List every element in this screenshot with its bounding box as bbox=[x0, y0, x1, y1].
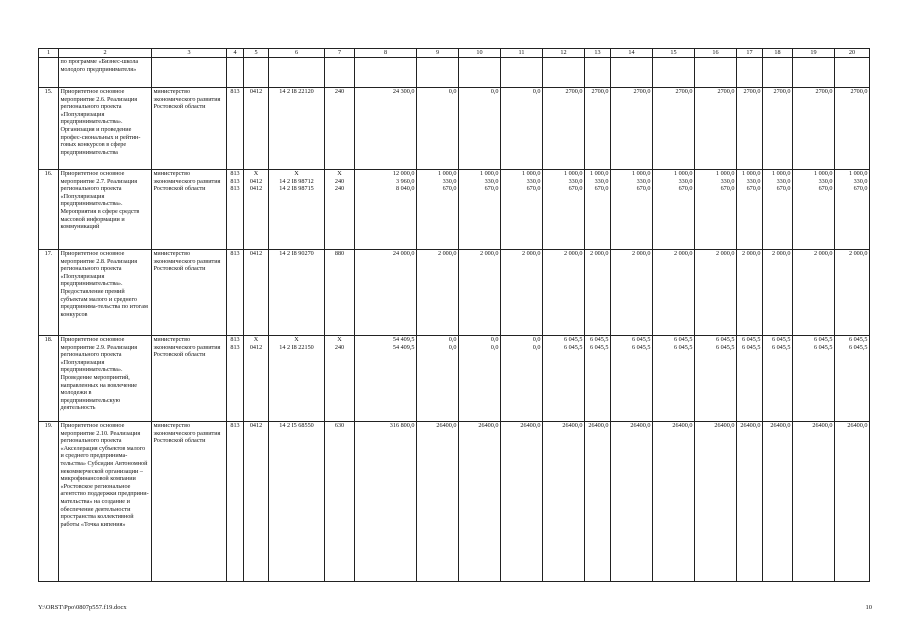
value-line: 2 000,0 bbox=[437, 250, 457, 257]
value-line: 2700,0 bbox=[717, 88, 735, 95]
measure-name: Приоритетное основное мероприятие 2.6. Реализация регионального проекта «Популяризация предпринимательства». Организация и проведение профес-сиональных и рейтин-говых конкурсов в сфере предпринимательства bbox=[59, 88, 152, 170]
value-line: 6 045,5 bbox=[741, 343, 761, 351]
value-line: Х bbox=[253, 336, 259, 343]
col-number: 4 bbox=[227, 49, 244, 58]
value-line: 1 000,0 bbox=[813, 170, 833, 177]
value-line: 0412 bbox=[249, 343, 263, 351]
value-cell bbox=[653, 88, 695, 170]
value-line: 6 045,5 bbox=[631, 343, 651, 351]
value-line: 670,0 bbox=[484, 185, 499, 193]
value-line: 330,0 bbox=[776, 177, 791, 185]
value-cell bbox=[543, 336, 585, 422]
value-cell bbox=[543, 88, 585, 170]
value-line: 240 bbox=[334, 185, 345, 193]
executor: министерство экономического развития Ростовской области bbox=[152, 336, 227, 422]
col-number: 18 bbox=[763, 49, 793, 58]
col-number: 3 bbox=[152, 49, 227, 58]
value-line: 26400,0 bbox=[588, 422, 609, 429]
value-line: 26400,0 bbox=[630, 422, 651, 429]
value-line: 0,0 bbox=[448, 343, 457, 351]
value-line: 1 000,0 bbox=[715, 170, 735, 177]
value-cell bbox=[227, 336, 244, 422]
executor: министерство экономического развития Ростовской области bbox=[152, 170, 227, 250]
value-cell bbox=[543, 422, 585, 582]
value-cell bbox=[325, 336, 355, 422]
row-number: 17. bbox=[39, 250, 59, 336]
value-cell bbox=[585, 422, 611, 582]
value-cell bbox=[543, 170, 585, 250]
page-number: 10 bbox=[865, 604, 872, 611]
value-line: 14 2 I8 90270 bbox=[279, 250, 314, 257]
value-cell bbox=[501, 88, 543, 170]
value-line: 813 bbox=[230, 343, 240, 351]
value-line: 2 000,0 bbox=[479, 250, 499, 257]
value-line: 240 bbox=[334, 343, 345, 351]
value-line: 2700,0 bbox=[773, 88, 791, 95]
value-line: 6 045,5 bbox=[563, 343, 583, 351]
measure-row bbox=[39, 88, 870, 170]
value-cell bbox=[793, 336, 835, 422]
value-line: 0412 bbox=[249, 422, 263, 429]
value-cell bbox=[763, 88, 793, 170]
col-number: 19 bbox=[793, 49, 835, 58]
value-line: 1 000,0 bbox=[479, 170, 499, 177]
value-line: 1 000,0 bbox=[631, 170, 651, 177]
value-cell bbox=[585, 250, 611, 336]
value-line: 670,0 bbox=[853, 185, 868, 193]
value-cell bbox=[227, 88, 244, 170]
value-line: 240 bbox=[334, 88, 345, 95]
value-cell bbox=[653, 336, 695, 422]
value-line: 6 045,5 bbox=[589, 343, 609, 351]
value-line: 1 000,0 bbox=[437, 170, 457, 177]
value-line: 6 045,5 bbox=[771, 336, 791, 343]
value-line: 2700,0 bbox=[850, 88, 868, 95]
value-cell bbox=[244, 250, 269, 336]
measure-row bbox=[39, 170, 870, 250]
value-cell bbox=[585, 88, 611, 170]
value-cell bbox=[355, 422, 417, 582]
measure-row bbox=[39, 422, 870, 582]
value-cell bbox=[417, 336, 459, 422]
measure-row bbox=[39, 250, 870, 336]
measure-name: Приоритетное основное мероприятие 2.10. Реализация регионального проекта «Акселерация субъектов малого и среднего предпринима-тельства» Субсидия Автономной некоммерческой организации – микрофинансовой компании «Ростовское региональное агентство поддержки предприни-мательства» на создание и обеспечение деятельности пространства коллективной работы «Точка кипения» bbox=[59, 422, 152, 582]
value-line: 2700,0 bbox=[675, 88, 693, 95]
col-number: 20 bbox=[835, 49, 870, 58]
value-line: 0412 bbox=[249, 250, 263, 257]
value-cell bbox=[325, 422, 355, 582]
col-number: 17 bbox=[737, 49, 763, 58]
measure-name: Приоритетное основное мероприятие 2.9. Реализация регионального проекта «Популяризация предпринимательства». Проведение мероприятий, направленных на вовлечение молодежи в предпринимательскую деятельность bbox=[59, 336, 152, 422]
value-line: 14 2 I8 98715 bbox=[279, 185, 314, 193]
value-cell bbox=[459, 88, 501, 170]
value-line: 12 000,0 bbox=[392, 170, 415, 177]
value-line: 0,0 bbox=[490, 336, 499, 343]
value-cell bbox=[737, 88, 763, 170]
value-line: 6 045,5 bbox=[631, 336, 651, 343]
value-line: 14 2 I8 98712 bbox=[279, 177, 314, 185]
value-line: 880 bbox=[334, 250, 345, 257]
value-line: 330,0 bbox=[746, 177, 761, 185]
value-line: 8 040,0 bbox=[395, 185, 415, 193]
value-cell bbox=[737, 422, 763, 582]
value-cell bbox=[269, 88, 325, 170]
value-line: 14 2 I5 68550 bbox=[279, 422, 314, 429]
value-line: 0,0 bbox=[448, 88, 457, 95]
value-cell bbox=[763, 422, 793, 582]
col-number: 16 bbox=[695, 49, 737, 58]
value-cell bbox=[835, 336, 870, 422]
value-line: 670,0 bbox=[746, 185, 761, 193]
value-line: 2 000,0 bbox=[771, 250, 791, 257]
value-cell bbox=[793, 170, 835, 250]
value-line: 240 bbox=[334, 177, 345, 185]
value-cell bbox=[793, 250, 835, 336]
value-line: 2 000,0 bbox=[589, 250, 609, 257]
value-line: 0,0 bbox=[490, 88, 499, 95]
value-cell bbox=[325, 250, 355, 336]
value-line: 0,0 bbox=[532, 343, 541, 351]
value-line: 6 045,5 bbox=[715, 343, 735, 351]
value-line: 26400,0 bbox=[562, 422, 583, 429]
value-cell bbox=[325, 88, 355, 170]
value-line: 2700,0 bbox=[591, 88, 609, 95]
value-line: 2 000,0 bbox=[741, 250, 761, 257]
value-line: 330,0 bbox=[853, 177, 868, 185]
value-cell bbox=[653, 422, 695, 582]
value-line: 2700,0 bbox=[633, 88, 651, 95]
value-cell bbox=[737, 170, 763, 250]
value-line: 2700,0 bbox=[815, 88, 833, 95]
value-line: 670,0 bbox=[526, 185, 541, 193]
col-number: 10 bbox=[459, 49, 501, 58]
value-line: 330,0 bbox=[484, 177, 499, 185]
value-line: 2 000,0 bbox=[673, 250, 693, 257]
executor: министерство экономического развития Ростовской области bbox=[152, 88, 227, 170]
value-line: 3 960,0 bbox=[395, 177, 415, 185]
value-line: 6 045,5 bbox=[715, 336, 735, 343]
continuation-row bbox=[39, 58, 870, 88]
value-cell bbox=[585, 336, 611, 422]
measure-row bbox=[39, 336, 870, 422]
value-line: 6 045,5 bbox=[848, 336, 868, 343]
executor: министерство экономического развития Ростовской области bbox=[152, 250, 227, 336]
value-line: 0412 bbox=[249, 185, 263, 193]
value-line: 670,0 bbox=[594, 185, 609, 193]
value-line: 2 000,0 bbox=[563, 250, 583, 257]
value-line: Х bbox=[253, 170, 259, 177]
value-line: Х bbox=[294, 336, 299, 343]
value-line: 0412 bbox=[249, 177, 263, 185]
value-line: 0,0 bbox=[490, 343, 499, 351]
value-line: 54 409,5 bbox=[392, 343, 415, 351]
value-line: 6 045,5 bbox=[813, 343, 833, 351]
value-line: 330,0 bbox=[720, 177, 735, 185]
value-cell bbox=[543, 250, 585, 336]
value-cell bbox=[835, 170, 870, 250]
value-cell bbox=[244, 170, 269, 250]
value-line: 26400,0 bbox=[520, 422, 541, 429]
value-cell bbox=[227, 170, 244, 250]
col-number: 6 bbox=[269, 49, 325, 58]
column-number-row bbox=[39, 49, 870, 58]
col-number: 15 bbox=[653, 49, 695, 58]
measure-name: Приоритетное основное мероприятие 2.7. Реализация регионального проекта «Популяризация предпринимательства». Мероприятия в сфере средств массовой информации и коммуникаций bbox=[59, 170, 152, 250]
value-cell bbox=[355, 88, 417, 170]
value-line: 0,0 bbox=[448, 336, 457, 343]
value-cell bbox=[501, 422, 543, 582]
value-cell bbox=[835, 422, 870, 582]
measure-name: Приоритетное основное мероприятие 2.8. Реализация регионального проекта «Популяризация предпринимательства». Предоставление премий субъектам малого и среднего предпринима-тельства по итогам конкурсов bbox=[59, 250, 152, 336]
value-line: 26400,0 bbox=[740, 422, 761, 429]
value-line: 670,0 bbox=[818, 185, 833, 193]
value-line: 54 409,5 bbox=[392, 336, 415, 343]
value-cell bbox=[269, 170, 325, 250]
document-page bbox=[38, 48, 870, 582]
value-cell bbox=[459, 336, 501, 422]
col-number: 13 bbox=[585, 49, 611, 58]
value-cell bbox=[695, 422, 737, 582]
value-cell bbox=[269, 422, 325, 582]
value-line: 2700,0 bbox=[743, 88, 761, 95]
budget-table bbox=[38, 48, 870, 582]
value-cell bbox=[501, 336, 543, 422]
value-cell bbox=[244, 422, 269, 582]
value-line: 6 045,5 bbox=[673, 336, 693, 343]
value-cell bbox=[763, 336, 793, 422]
value-cell bbox=[695, 250, 737, 336]
file-path: Y:\ORST\Ppo\0807p557.f19.docx bbox=[38, 604, 127, 611]
value-line: 330,0 bbox=[526, 177, 541, 185]
value-cell bbox=[653, 250, 695, 336]
value-cell bbox=[611, 88, 653, 170]
value-line: 6 045,5 bbox=[563, 336, 583, 343]
value-line: 1 000,0 bbox=[563, 170, 583, 177]
value-line: 1 000,0 bbox=[589, 170, 609, 177]
value-cell bbox=[459, 250, 501, 336]
col-number: 9 bbox=[417, 49, 459, 58]
value-cell bbox=[501, 170, 543, 250]
value-cell bbox=[835, 88, 870, 170]
value-cell bbox=[763, 170, 793, 250]
value-line: 24 300,0 bbox=[392, 88, 415, 95]
value-line: 2 000,0 bbox=[813, 250, 833, 257]
value-line: 670,0 bbox=[568, 185, 583, 193]
value-line: 2 000,0 bbox=[848, 250, 868, 257]
value-cell bbox=[611, 170, 653, 250]
value-line: 0412 bbox=[249, 88, 263, 95]
value-cell bbox=[355, 250, 417, 336]
value-cell bbox=[737, 250, 763, 336]
value-line: 316 800,0 bbox=[389, 422, 415, 429]
value-line: 26400,0 bbox=[714, 422, 735, 429]
value-cell bbox=[835, 250, 870, 336]
value-cell bbox=[417, 250, 459, 336]
continuation-text: по программе «Бизнес-школа молодого предпринимателя» bbox=[59, 58, 152, 88]
value-line: 6 045,5 bbox=[673, 343, 693, 351]
value-cell bbox=[417, 170, 459, 250]
executor: министерство экономического развития Ростовской области bbox=[152, 422, 227, 582]
value-line: 1 000,0 bbox=[521, 170, 541, 177]
col-number: 7 bbox=[325, 49, 355, 58]
value-line: 1 000,0 bbox=[848, 170, 868, 177]
value-line: 6 045,5 bbox=[741, 336, 761, 343]
value-cell bbox=[585, 170, 611, 250]
value-cell bbox=[355, 170, 417, 250]
value-cell bbox=[611, 422, 653, 582]
value-cell bbox=[355, 336, 417, 422]
col-number: 12 bbox=[543, 49, 585, 58]
value-line: 813 bbox=[230, 177, 240, 185]
value-cell bbox=[763, 250, 793, 336]
value-cell bbox=[793, 422, 835, 582]
value-line: 813 bbox=[230, 422, 240, 429]
value-line: 813 bbox=[230, 336, 240, 343]
col-number: 14 bbox=[611, 49, 653, 58]
value-line: 813 bbox=[230, 88, 240, 95]
value-cell bbox=[611, 336, 653, 422]
value-line: 6 045,5 bbox=[848, 343, 868, 351]
value-cell bbox=[417, 422, 459, 582]
value-line: 26400,0 bbox=[812, 422, 833, 429]
value-line: 26400,0 bbox=[770, 422, 791, 429]
value-line: 330,0 bbox=[636, 177, 651, 185]
value-line: 14 2 I8 22150 bbox=[279, 343, 314, 351]
value-line: 330,0 bbox=[568, 177, 583, 185]
col-number: 8 bbox=[355, 49, 417, 58]
row-number: 16. bbox=[39, 170, 59, 250]
value-cell bbox=[244, 88, 269, 170]
value-cell bbox=[695, 170, 737, 250]
value-line: 813 bbox=[230, 170, 240, 177]
value-line: 670,0 bbox=[442, 185, 457, 193]
value-line: 813 bbox=[230, 250, 240, 257]
col-number: 11 bbox=[501, 49, 543, 58]
value-line: 0,0 bbox=[532, 336, 541, 343]
value-line: 0,0 bbox=[532, 88, 541, 95]
value-line: Х bbox=[294, 170, 299, 177]
value-cell bbox=[501, 250, 543, 336]
value-line: 26400,0 bbox=[847, 422, 868, 429]
row-number: 19. bbox=[39, 422, 59, 582]
value-cell bbox=[459, 422, 501, 582]
value-cell bbox=[611, 250, 653, 336]
col-number: 2 bbox=[59, 49, 152, 58]
value-cell bbox=[695, 88, 737, 170]
value-cell bbox=[695, 336, 737, 422]
value-line: 1 000,0 bbox=[673, 170, 693, 177]
value-line: 2 000,0 bbox=[631, 250, 651, 257]
row-number: 18. bbox=[39, 336, 59, 422]
value-cell bbox=[459, 170, 501, 250]
value-line: 26400,0 bbox=[478, 422, 499, 429]
value-line: 670,0 bbox=[636, 185, 651, 193]
value-cell bbox=[737, 336, 763, 422]
value-line: 813 bbox=[230, 185, 240, 193]
value-line: 14 2 I8 22120 bbox=[279, 88, 314, 95]
value-line: 6 045,5 bbox=[813, 336, 833, 343]
value-cell bbox=[653, 170, 695, 250]
col-number: 5 bbox=[244, 49, 269, 58]
value-cell bbox=[227, 250, 244, 336]
value-line: 330,0 bbox=[594, 177, 609, 185]
value-cell bbox=[417, 88, 459, 170]
value-line: 26400,0 bbox=[672, 422, 693, 429]
value-cell bbox=[227, 422, 244, 582]
value-line: 670,0 bbox=[678, 185, 693, 193]
value-line: 24 000,0 bbox=[392, 250, 415, 257]
value-line: Х bbox=[337, 170, 342, 177]
value-line: 2 000,0 bbox=[521, 250, 541, 257]
value-line: 26400,0 bbox=[436, 422, 457, 429]
col-number: 1 bbox=[39, 49, 59, 58]
value-cell bbox=[793, 88, 835, 170]
value-line: 2700,0 bbox=[565, 88, 583, 95]
value-cell bbox=[244, 336, 269, 422]
value-line: 670,0 bbox=[720, 185, 735, 193]
value-line: 630 bbox=[334, 422, 345, 429]
value-line: 330,0 bbox=[442, 177, 457, 185]
value-line: 330,0 bbox=[678, 177, 693, 185]
value-line: 1 000,0 bbox=[771, 170, 791, 177]
row-number: 15. bbox=[39, 88, 59, 170]
value-cell bbox=[269, 336, 325, 422]
value-line: 2 000,0 bbox=[715, 250, 735, 257]
value-cell bbox=[269, 250, 325, 336]
value-line: Х bbox=[337, 336, 342, 343]
value-line: 1 000,0 bbox=[741, 170, 761, 177]
value-line: 670,0 bbox=[776, 185, 791, 193]
value-line: 6 045,5 bbox=[589, 336, 609, 343]
value-cell bbox=[325, 170, 355, 250]
value-line: 330,0 bbox=[818, 177, 833, 185]
table-body bbox=[39, 49, 870, 582]
value-line: 6 045,5 bbox=[771, 343, 791, 351]
